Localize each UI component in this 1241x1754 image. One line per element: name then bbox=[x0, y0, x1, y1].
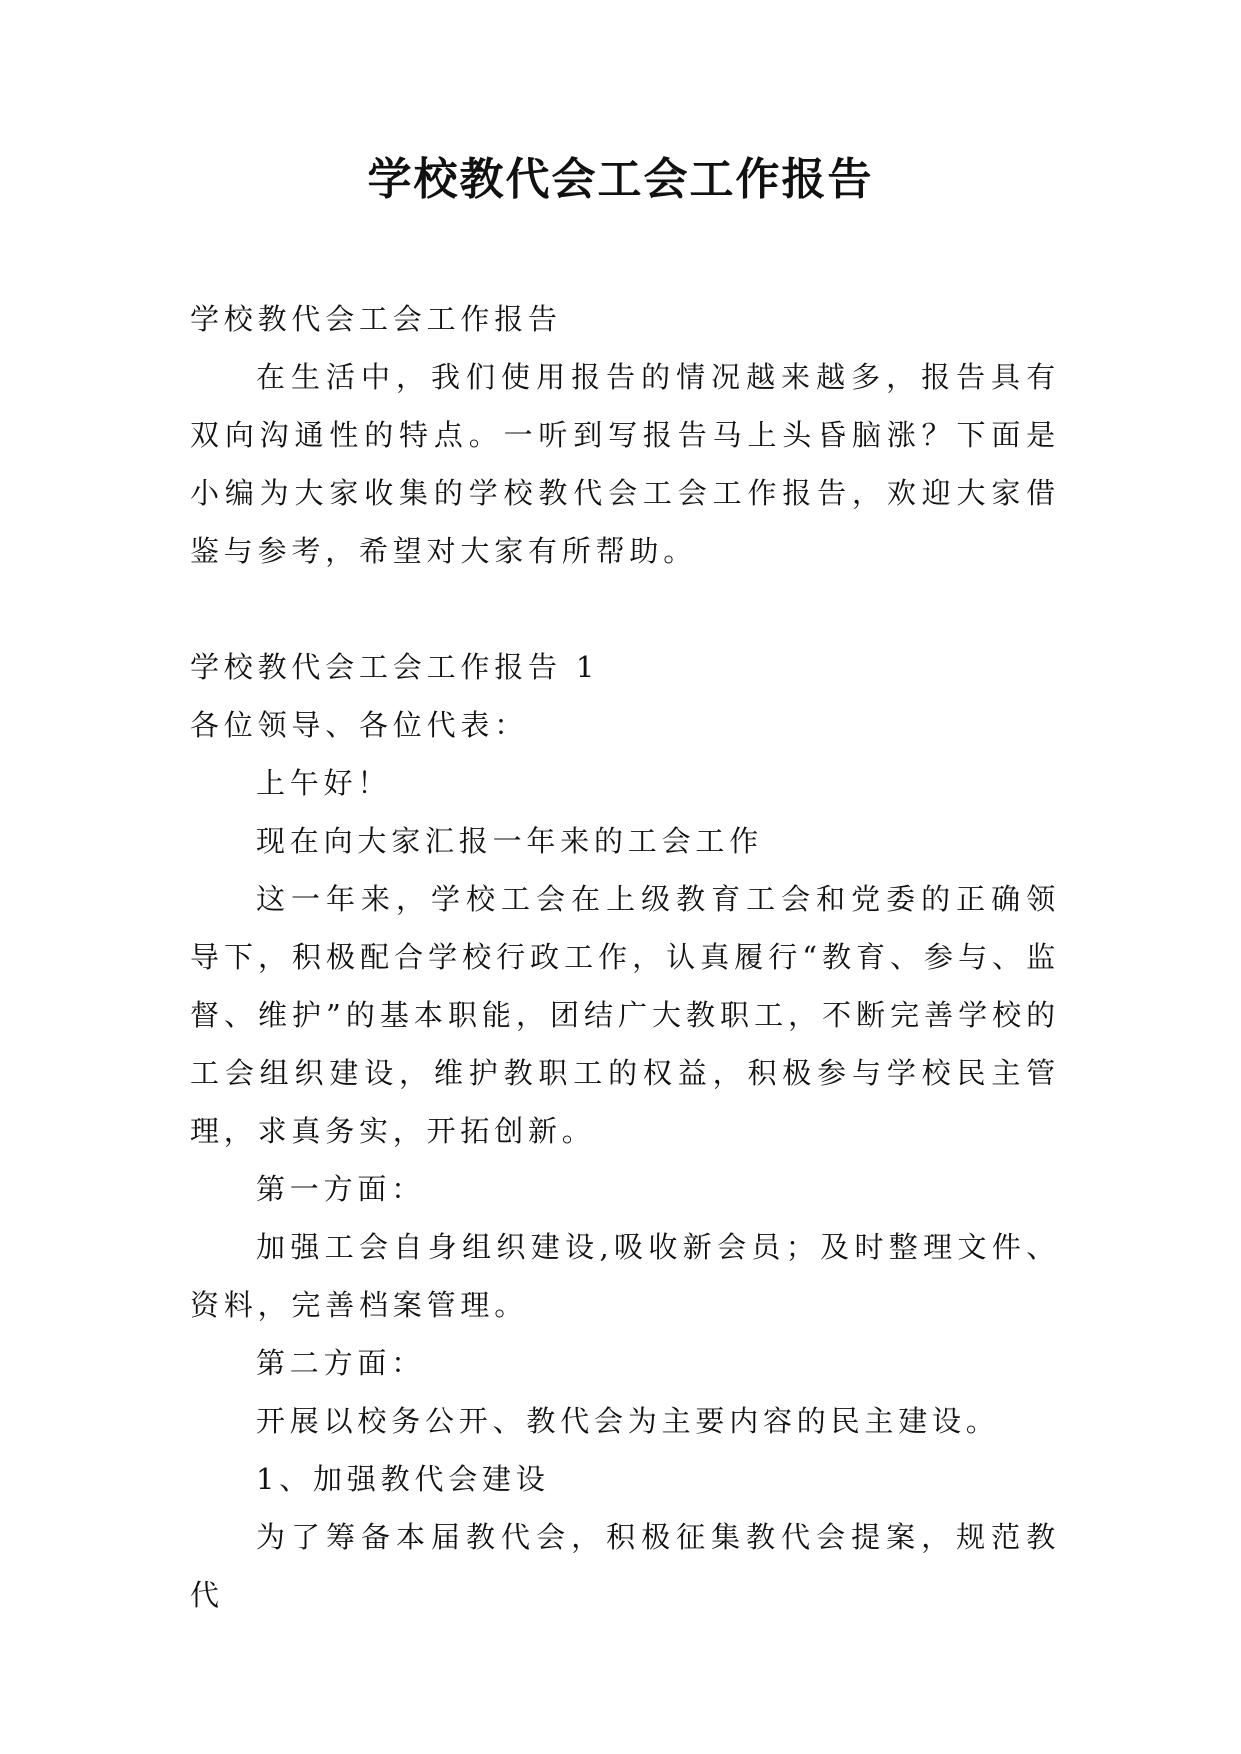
section-heading: 学校教代会工会工作报告 1 bbox=[190, 650, 600, 684]
intro-paragraph: 在生活中，我们使用报告的情况越来越多，报告具有双向沟通性的特点。一听到写报告马上头昏脑涨？下面是小编为大家收集的学校教代会工会工作报告，欢迎大家借鉴与参考，希望对大家有所帮助。 bbox=[190, 360, 1060, 568]
report-intro: 现在向大家汇报一年来的工会工作 bbox=[256, 824, 764, 858]
subtitle-paragraph: 学校教代会工会工作报告 bbox=[190, 302, 562, 336]
aspect-two-heading: 第二方面： bbox=[256, 1346, 426, 1380]
aspect-two-body: 开展以校务公开、教代会为主要内容的民主建设。 bbox=[256, 1404, 1000, 1438]
item-one-body: 为了筹备本届教代会，积极征集教代会提案，规范教代 bbox=[190, 1520, 1060, 1612]
item-one-heading: 1、加强教代会建设 bbox=[256, 1462, 550, 1496]
paragraph-gap bbox=[190, 580, 1060, 638]
summary-paragraph: 这一年来，学校工会在上级教育工会和党委的正确领导下，积极配合学校行政工作，认真履行“教育、参与、监督、维护”的基本职能，团结广大教职工，不断完善学校的工会组织建设，维护教职工的权益，积极参与学校民主管理，求真务实，开拓创新。 bbox=[190, 882, 1060, 1148]
salutation: 各位领导、各位代表： bbox=[190, 708, 529, 742]
aspect-one-body: 加强工会自身组织建设,吸收新会员；及时整理文件、资料，完善档案管理。 bbox=[190, 1230, 1060, 1322]
aspect-one-heading: 第一方面： bbox=[256, 1172, 426, 1206]
document-body bbox=[190, 290, 1060, 1624]
document-title: 学校教代会工会工作报告 bbox=[367, 154, 874, 205]
greeting: 上午好！ bbox=[256, 766, 392, 800]
